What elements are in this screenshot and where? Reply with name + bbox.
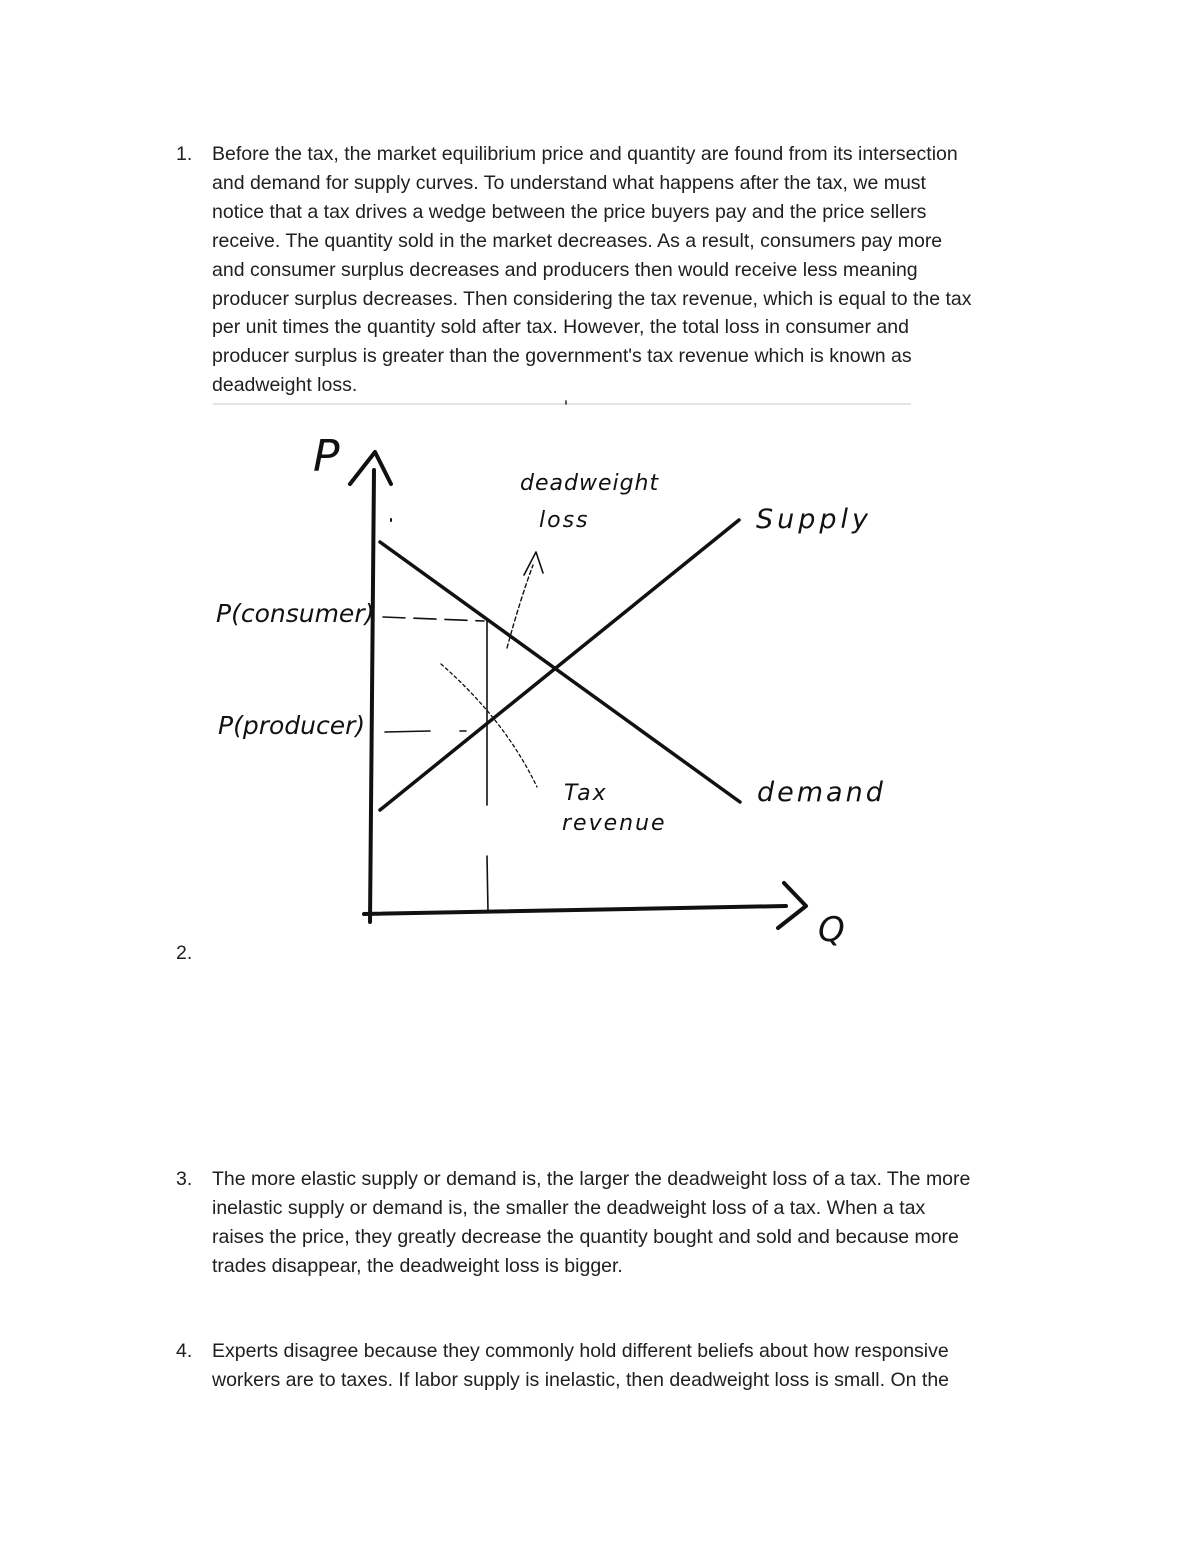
x-axis [364,906,786,914]
demand-curve [380,542,740,802]
text-line: notice that a tax drives a wedge between the price buyers pay and the price sellers [212,200,927,223]
text-line: inelastic supply or demand is, the smaller the deadweight loss of a tax. When a tax [212,1196,926,1219]
text-line: Before the tax, the market equilibrium price and quantity are found from its intersection [212,143,958,165]
text-line: Experts disagree because they commonly hold different beliefs about how responsive [212,1340,949,1362]
text-line: workers are to taxes. If labor supply is inelastic, then deadweight loss is small. On the [212,1368,950,1391]
x-axis-label: Q [818,910,845,950]
list-number: 3. [176,1168,193,1190]
y-axis [370,470,374,922]
consumer-price-dash [383,617,484,621]
text-line: deadweight loss. [212,374,358,397]
text-line: and demand for supply curves. To understand what happens after the tax, we must [212,171,926,194]
revenue-label: revenue [562,811,667,836]
producer-price-label: P(producer) [218,711,366,740]
answer-paragraph [212,1165,970,1281]
text-line: producer surplus decreases. Then considering the tax revenue, which is equal to the tax [212,287,972,310]
list-number: 2. [176,942,193,964]
y-axis-arrowhead [350,452,391,484]
answer-paragraph [212,1337,949,1395]
tax-label: Tax [564,781,608,806]
text-line: receive. The quantity sold in the market decreases. As a result, consumers pay more [212,229,943,252]
tax-revenue-pointer [441,664,537,787]
text-line: The more elastic supply or demand is, the larger the deadweight loss of a tax. The more [212,1168,971,1190]
text-line: and consumer surplus decreases and producers then would receive less meaning [212,258,918,281]
supply-label: Supply [756,504,873,535]
loss-label: loss [539,508,590,533]
text-line: producer surplus is greater than the government's tax revenue which is known as [212,345,912,368]
demand-label: demand [757,777,886,808]
text-line: raises the price, they greatly decrease the quantity bought and sold and because more [212,1225,959,1248]
tax-quantity-line-lower [487,856,488,912]
consumer-price-label: P(consumer) [216,599,375,628]
list-number: 1. [176,143,193,165]
deadweight-pointer-arrow [524,552,543,575]
deadweight-label: deadweight [520,471,660,496]
supply-curve [380,520,739,810]
list-number: 4. [176,1340,193,1362]
text-line: trades disappear, the deadweight loss is bigger. [212,1254,623,1277]
y-axis-label: P [313,431,340,482]
producer-price-dash [385,731,466,732]
text-line: per unit times the quantity sold after tax. However, the total loss in consumer and [212,316,909,339]
